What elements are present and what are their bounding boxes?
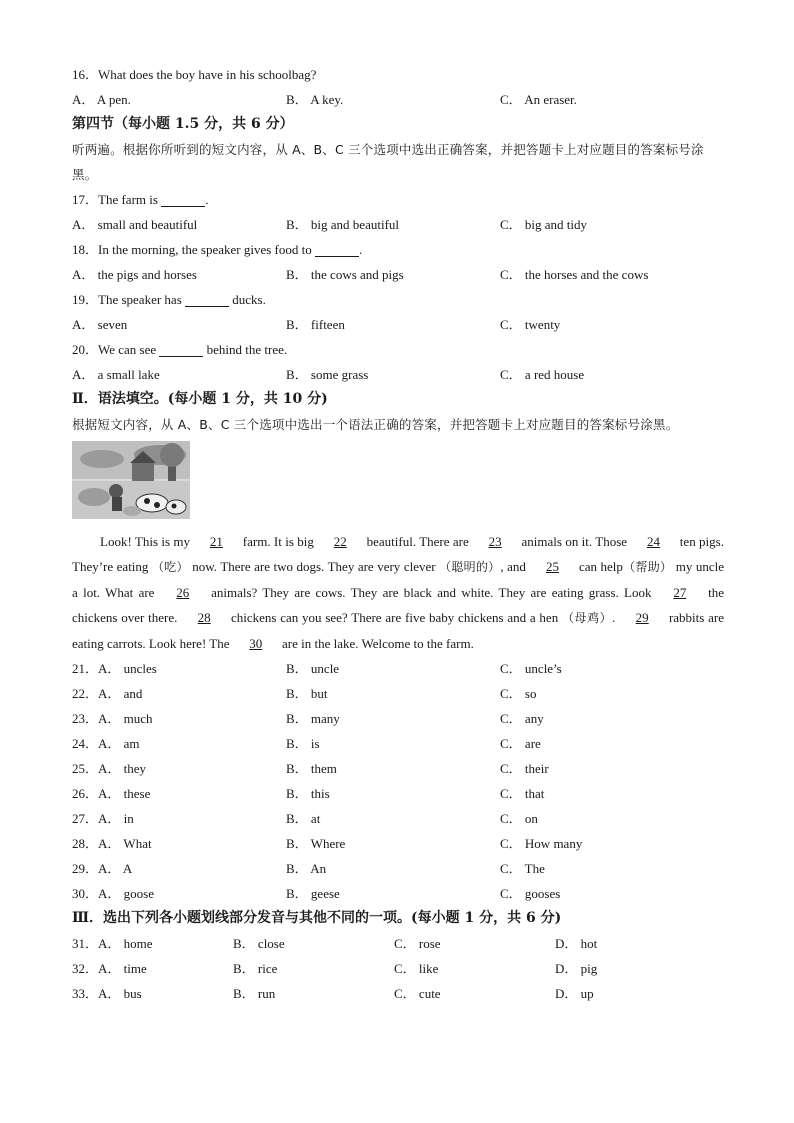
answer-blank (315, 241, 359, 257)
option-b: B． rice (233, 961, 278, 976)
chinese-gloss: （母鸡） (561, 611, 613, 625)
passage-text: my uncle a lot. What are (72, 559, 725, 600)
blank-21: 21 (209, 534, 223, 549)
cloze-passage (72, 529, 724, 656)
option-a-text: A． these (98, 786, 151, 801)
passage-text: the chickens over there. (72, 585, 725, 625)
chinese-gloss: （吃） (151, 560, 189, 574)
question-number: 18． (72, 242, 99, 257)
grammar-question-row (72, 681, 724, 706)
option-a (72, 656, 286, 681)
question-text-end: . (205, 192, 209, 207)
phonics-question-row (72, 956, 724, 981)
option-c: C． any (500, 711, 544, 726)
option-d: D． pig (555, 961, 598, 976)
option-a (72, 681, 286, 706)
question-text: The farm is (98, 192, 162, 207)
blank-26: 26 (176, 585, 190, 600)
question-19 (72, 287, 724, 312)
question-number: 29． (72, 861, 99, 876)
grammar-options-list (72, 656, 724, 906)
grammar-question-row (72, 706, 724, 731)
option-a (72, 781, 286, 806)
option-a (72, 931, 233, 956)
blank-27: 27 (673, 585, 687, 600)
question-number: 21． (72, 661, 99, 676)
option-a: A． small and beautiful (72, 217, 198, 232)
grammar-question-row (72, 656, 724, 681)
section-3-title: Ⅲ．选出下列各小题划线部分发音与其他不同的一项。(每小题 1 分，共 6 分) (72, 910, 562, 926)
option-a-text: A． uncles (98, 661, 157, 676)
phonics-question-row (72, 931, 724, 956)
option-d: D． up (555, 986, 594, 1001)
option-c: C． rose (394, 936, 441, 951)
blank-28: 28 (197, 610, 211, 625)
question-number: 28． (72, 836, 99, 851)
option-a (72, 831, 286, 856)
question-text-end: ducks. (229, 292, 266, 307)
option-a (72, 881, 286, 906)
option-c: C． An eraser. (500, 92, 577, 107)
farm-illustration (72, 441, 190, 519)
option-c: C． their (500, 761, 549, 776)
grammar-question-row (72, 731, 724, 756)
option-a (72, 806, 286, 831)
option-b: B． is (286, 736, 320, 751)
option-c: C． The (500, 861, 545, 876)
option-b: B． fifteen (286, 317, 345, 332)
blank-24: 24 (646, 534, 660, 549)
chinese-gloss: （聪明的） (439, 560, 501, 574)
option-b: B． many (286, 711, 340, 726)
option-a (72, 956, 233, 981)
option-c: C． gooses (500, 886, 561, 901)
option-a-text: A． and (98, 686, 143, 701)
passage-text: chickens can you see? There are five baby chickens and a hen (227, 610, 562, 625)
blank-30: 30 (249, 636, 263, 651)
question-text-end: behind the tree. (203, 342, 288, 357)
option-a-text: A． they (98, 761, 147, 776)
option-c: C． like (394, 961, 439, 976)
exam-page (72, 62, 724, 1006)
question-number: 22． (72, 686, 99, 701)
option-b: B． uncle (286, 661, 340, 676)
blank-23: 23 (488, 534, 502, 549)
answer-blank (161, 191, 205, 207)
option-c: C． a red house (500, 367, 585, 382)
option-c: C． twenty (500, 317, 561, 332)
option-b: B． close (233, 936, 285, 951)
passage-text: . (612, 610, 620, 625)
question-number: 31． (72, 936, 99, 951)
passage-text: animals on it. Those (518, 534, 631, 549)
option-a-text: A． much (98, 711, 153, 726)
option-c: C． that (500, 786, 545, 801)
option-c: C． the horses and the cows (500, 267, 649, 282)
option-b: B． Where (286, 836, 346, 851)
grammar-question-row (72, 856, 724, 881)
passage-text: Look! This is my (100, 534, 194, 549)
phonics-question-row (72, 981, 724, 1006)
passage-text: farm. It is big (239, 534, 318, 549)
option-b: B． geese (286, 886, 340, 901)
grammar-question-row (72, 881, 724, 906)
option-a: A． seven (72, 317, 128, 332)
question-number: 26． (72, 786, 99, 801)
grammar-question-row (72, 831, 724, 856)
question-18 (72, 237, 724, 262)
option-c: C． big and tidy (500, 217, 588, 232)
question-20 (72, 337, 724, 362)
question-16 (72, 62, 724, 87)
passage-text: , and (500, 559, 530, 574)
option-a-text: A． time (98, 961, 147, 976)
option-a-text: A． A (98, 861, 133, 876)
option-b: B． run (233, 986, 276, 1001)
option-b: B． the cows and pigs (286, 267, 404, 282)
question-number: 25． (72, 761, 99, 776)
grammar-question-row (72, 806, 724, 831)
option-a (72, 706, 286, 731)
section-2-instructions: 根据短文内容，从 A、B、C 三个选项中选出一个语法正确的答案，并把答题卡上对应题目的答案标号涂黑。 (72, 417, 679, 432)
option-c: C． so (500, 686, 537, 701)
question-17-options (72, 212, 724, 237)
option-c: C． on (500, 811, 538, 826)
chinese-gloss: （帮助） (622, 560, 673, 574)
option-a-text: A． bus (98, 986, 142, 1001)
option-a (72, 856, 286, 881)
question-19-options (72, 312, 724, 337)
section-2-title: Ⅱ．语法填空。(每小题 1 分，共 10 分) (72, 391, 328, 407)
question-number: 16． (72, 67, 99, 82)
option-d: D． hot (555, 936, 598, 951)
question-number: 33． (72, 986, 99, 1001)
question-number: 20． (72, 342, 99, 357)
option-b: B． some grass (286, 367, 369, 382)
option-b: B． at (286, 811, 321, 826)
section-4-instructions: 听两遍。根据你所听到的短文内容，从 A、B、C 三个选项中选出正确答案，并把答题卡上对应题目的答案标号涂黑。 (72, 142, 704, 182)
option-a: A． A pen. (72, 92, 131, 107)
grammar-question-row (72, 781, 724, 806)
blank-22: 22 (333, 534, 347, 549)
option-c: C． uncle’s (500, 661, 562, 676)
passage-text: now. There are two dogs. They are very clever (188, 559, 440, 574)
option-b: B． A key. (286, 92, 344, 107)
question-text: The speaker has (98, 292, 186, 307)
question-text: In the morning, the speaker gives food to (98, 242, 315, 257)
question-text: We can see (98, 342, 160, 357)
option-a (72, 731, 286, 756)
question-text-end: . (359, 242, 363, 257)
option-a: A． the pigs and horses (72, 267, 197, 282)
passage-text: animals? They are cows. They are black and white. They are eating grass. Look (205, 585, 657, 600)
option-a-text: A． am (98, 736, 140, 751)
option-a-text: A． home (98, 936, 153, 951)
passage-text: beautiful. There are (363, 534, 473, 549)
option-a (72, 756, 286, 781)
question-number: 24． (72, 736, 99, 751)
option-a: A． a small lake (72, 367, 160, 382)
option-a-text: A． in (98, 811, 134, 826)
question-17 (72, 187, 724, 212)
question-number: 23． (72, 711, 99, 726)
passage-text: rabbits are eating carrots. Look here! The (72, 610, 724, 651)
option-b: B． this (286, 786, 330, 801)
question-number: 30． (72, 886, 99, 901)
answer-blank (185, 291, 229, 307)
question-16-options (72, 87, 724, 112)
section-4-title: 第四节（每小题 1.5 分，共 6 分） (72, 116, 294, 132)
option-c: C． cute (394, 986, 441, 1001)
option-a (72, 981, 233, 1006)
option-a-text: A． goose (98, 886, 154, 901)
option-b: B． An (286, 861, 327, 876)
blank-29: 29 (635, 610, 649, 625)
answer-blank (159, 341, 203, 357)
passage-text: are in the lake. Welcome to the farm. (278, 636, 474, 651)
option-a-text: A． What (98, 836, 152, 851)
question-number: 32． (72, 961, 99, 976)
option-c: C． are (500, 736, 541, 751)
passage-text: can help (575, 559, 623, 574)
question-text: What does the boy have in his schoolbag? (98, 67, 317, 82)
option-b: B． big and beautiful (286, 217, 400, 232)
option-b: B． them (286, 761, 337, 776)
question-number: 19． (72, 292, 99, 307)
option-b: B． but (286, 686, 328, 701)
phonics-options-list (72, 931, 724, 1006)
blank-25: 25 (545, 559, 559, 574)
passage-text: ten pigs. They’re eating (72, 534, 724, 574)
grammar-question-row (72, 756, 724, 781)
question-number: 27． (72, 811, 99, 826)
option-c: C． How many (500, 836, 583, 851)
question-18-options (72, 262, 724, 287)
question-20-options (72, 362, 724, 387)
question-number: 17． (72, 192, 99, 207)
